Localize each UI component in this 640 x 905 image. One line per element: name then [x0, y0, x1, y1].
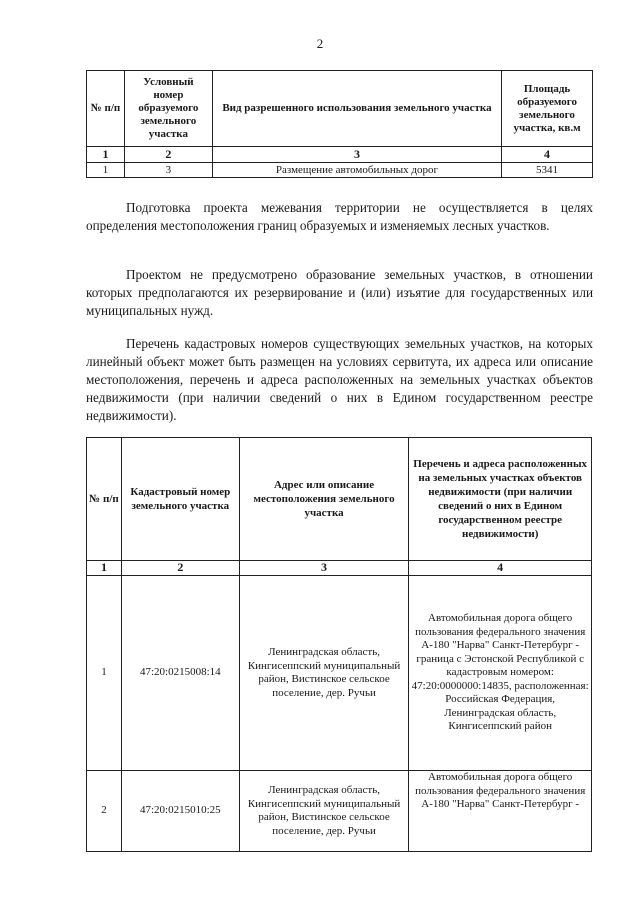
plot-area: 5341 [502, 163, 593, 178]
column-number: 4 [502, 147, 593, 163]
column-number: 3 [212, 147, 501, 163]
paragraph-forest-plots: Подготовка проекта межевания территории не осуществляется в целях определения местоположения границ образуемых и изменяемых лесных участков. [86, 200, 593, 233]
column-number: 2 [124, 147, 212, 163]
plot-number: 3 [124, 163, 212, 178]
permitted-use: Размещение автомобильных дорог [212, 163, 501, 178]
row-num: 2 [87, 771, 122, 852]
col-header-num: № п/п [87, 71, 125, 147]
column-number: 3 [239, 561, 409, 576]
plots-table [86, 70, 593, 178]
plot-address: Ленинградская область, Кингисеппский муниципальный район, Вистинское сельское поселение, дер. Ручьи [239, 576, 409, 771]
table-header-row [87, 438, 592, 561]
table-row [87, 771, 592, 852]
row-num: 1 [87, 576, 122, 771]
column-number-row [87, 147, 593, 163]
paragraph-servitude-list: Перечень кадастровых номеров существующих земельных участков, на которых линейный объект может быть размещен на условиях сервитута, их адреса или описание местоположения, перечень и адреса расположенных на земельных участках объектов недвижимости (при наличии сведений о них в Едином государственном реестре недвижимости). [86, 336, 593, 423]
col-header-plot-number: Условный номер образуемого земельного участка [124, 71, 212, 147]
table-row [87, 163, 593, 178]
page-number: 2 [316, 36, 324, 51]
table-row [87, 576, 592, 771]
col-header-area: Площадь образуемого земельного участка, кв.м [502, 71, 593, 147]
column-number: 4 [409, 561, 592, 576]
column-number: 2 [121, 561, 239, 576]
cadastral-number: 47:20:0215008:14 [121, 576, 239, 771]
plot-address: Ленинградская область, Кингисеппский муниципальный район, Вистинское сельское поселение, дер. Ручьи [239, 771, 409, 852]
real-estate-objects: Автомобильная дорога общего пользования федерального значения А-180 "Нарва" Санкт-Петербург - граница с Эстонской Республикой с кадастровым номером: 47:20:0000000:14835, расположенная: Российская Федерация, Ленинградская область, Кингисеппский район [409, 576, 592, 771]
row-num: 1 [87, 163, 125, 178]
table-header-row [87, 71, 593, 147]
col-header-cadastral-number: Кадастровый номер земельного участка [121, 438, 239, 561]
servitude-plots-table [86, 437, 592, 852]
col-header-permitted-use: Вид разрешенного использования земельного участка [212, 71, 501, 147]
column-number: 1 [87, 147, 125, 163]
column-number: 1 [87, 561, 122, 576]
paragraph-reservation: Проектом не предусмотрено образование земельных участков, в отношении которых предполагаются их резервирование и (или) изъятие для государственных или муниципальных нужд. [86, 267, 593, 318]
col-header-num: № п/п [87, 438, 122, 561]
col-header-address: Адрес или описание местоположения земельного участка [239, 438, 409, 561]
real-estate-objects: Автомобильная дорога общего пользования федерального значения А-180 "Нарва" Санкт-Петербург - [409, 771, 592, 852]
col-header-objects: Перечень и адреса расположенных на земельных участках объектов недвижимости (при наличии сведений о них в Едином государственном реестре недвижимости) [409, 438, 592, 561]
cadastral-number: 47:20:0215010:25 [121, 771, 239, 852]
column-number-row [87, 561, 592, 576]
